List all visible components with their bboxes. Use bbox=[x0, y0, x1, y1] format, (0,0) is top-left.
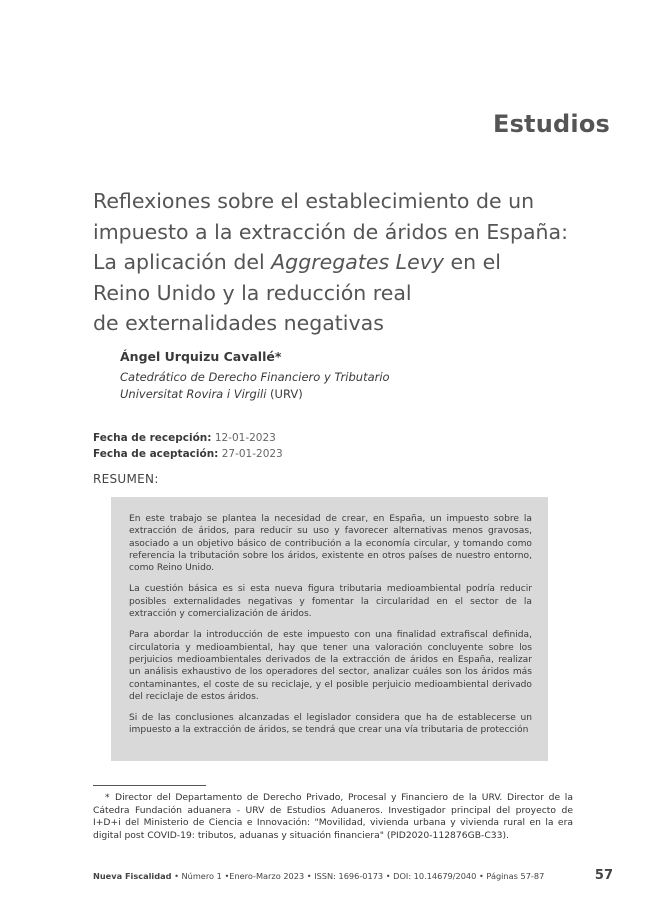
abstract-paragraph: Si de las conclusiones alcanzadas el legislador considera que ha de establecerse un impuesto a la extracción de áridos, se tendrá que crear una vía tributaria de protección bbox=[129, 713, 532, 736]
article-dates bbox=[93, 431, 283, 462]
author-position: Catedrático de Derecho Financiero y Tributario bbox=[120, 370, 390, 384]
accepted-value: 27-01-2023 bbox=[218, 447, 283, 460]
abstract-paragraph: En este trabajo se plantea la necesidad de crear, en España, un impuesto sobre la extracción de áridos, para reducir su uso y favorecer alternativas menos gravosas, asociado a un objetivo básico de contribución a la economía circular, y tomando como referencia la tributación sobre los áridos, existente en otros países de nuestro entorno, como Reino Unido. bbox=[129, 514, 532, 574]
abstract-box bbox=[111, 497, 548, 761]
author-university: Universitat Rovira i Virgili bbox=[120, 387, 267, 401]
abstract-heading: RESUMEN: bbox=[93, 472, 159, 486]
title-line: Reflexiones sobre el establecimiento de un bbox=[93, 189, 535, 213]
abstract-paragraph: La cuestión básica es si esta nueva figura tributaria medioambiental podría reducir posibles externalidades negativas y fomentar la circularidad en el sector de la extracción y comercialización de áridos. bbox=[129, 584, 532, 620]
page-footer bbox=[93, 870, 613, 884]
footnote-mark: * bbox=[105, 792, 110, 803]
received-label: Fecha de recepción: bbox=[93, 432, 212, 444]
received-value: 12-01-2023 bbox=[211, 432, 276, 444]
page-number: 57 bbox=[594, 868, 613, 883]
accepted-label: Fecha de aceptación: bbox=[93, 447, 219, 460]
accepted-date-row bbox=[93, 447, 283, 463]
title-text: La aplicación del bbox=[93, 250, 272, 274]
journal-details: • Número 1 •Enero-Marzo 2023 • ISSN: 1696-0173 • DOI: 10.14679/2040 • Páginas 57-87 bbox=[171, 871, 545, 881]
title-line: de externalidades negativas bbox=[93, 311, 384, 335]
author-affiliation bbox=[120, 369, 390, 403]
author-name: Ángel Urquizu Cavallé* bbox=[120, 349, 282, 364]
title-line bbox=[93, 247, 593, 278]
footnote-divider bbox=[93, 785, 206, 786]
footnote bbox=[93, 792, 573, 842]
title-line: Reino Unido y la reducción real bbox=[93, 280, 412, 305]
received-date-row bbox=[93, 431, 283, 447]
footnote-text: Director del Departamento de Derecho Privado, Procesal y Financiero de la URV. Director de la Cátedra Fundación aduanera - URV de Estudios Aduaneros. Investigador principal del proyecto de I+D+i del Ministerio de Ciencia e Innovación: "Movilidad, vivienda urbana y vivienda rural en la era digital post COVID-19: tributos, aduanas y situación financiera" (PID2020-112876GB-C33). bbox=[93, 792, 573, 841]
journal-name: Nueva Fiscalidad bbox=[93, 871, 172, 881]
author-university-abbr: (URV) bbox=[266, 387, 303, 401]
journal-citation bbox=[93, 871, 544, 881]
title-line: impuesto a la extracción de áridos en España: bbox=[93, 219, 568, 244]
section-label: Estudios bbox=[492, 110, 610, 138]
title-text: en el bbox=[443, 250, 501, 274]
abstract-paragraph: Para abordar la introducción de este impuesto con una finalidad extrafiscal definida, circulatoria y medioambiental, hay que tener una valoración concluyente sobre los perjuicios medioambientales derivados de la extracción de áridos en España, realizar un análisis exhaustivo de los operadores del sector, analizar cuáles son los áridos más contaminantes, el coste de su reciclaje, y el posible perjuicio medioambiental derivado del reciclaje de estos áridos. bbox=[129, 630, 532, 702]
article-title bbox=[93, 186, 593, 339]
title-italic-text: Aggregates Levy bbox=[271, 250, 444, 274]
